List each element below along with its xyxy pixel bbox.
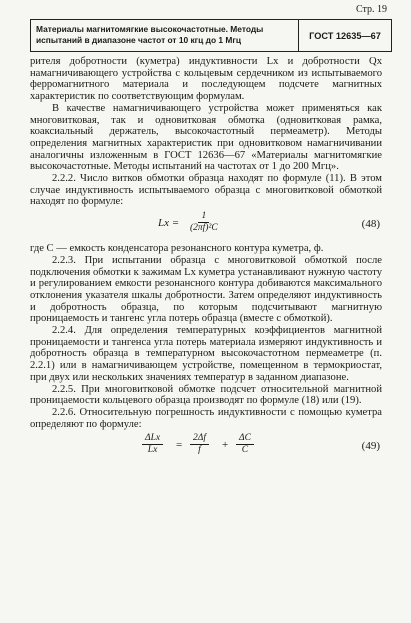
- formula-48-denominator: (2πf)²C: [190, 223, 218, 234]
- header-title-line2: испытаний в диапазоне частот от 10 кгц до 1 Мгц: [36, 35, 241, 45]
- formula-49-number: (49): [361, 440, 380, 453]
- paragraph: В качестве намагничивающего устройства может применяться как многовитковая, так и одновитковая обмотка (одновитковая рамка, коаксиальный держатель, высокочастотный пермеаметр). Методы определения магнитных характеристик при одновитковом намагничивании аналогичны изложенным в ГОСТ 12636—67 «Материалы магнитомягкие высокочастотные. Методы испытаний на частотах от 1 до 200 Мгц».: [30, 102, 382, 173]
- paragraph: 2.2.3. При испытании образца с многовитковой обмоткой после подключения обмотки к зажимам Lx куметра устанавливают нужную частоту и регулированием емкости резонансного контура добиваются максимального отклонения указателя шкалы добротности. Затем определяют индуктивность и добротность образца, по которым подсчитывают магнитную проницаемость и тангенс угла потерь образца (вместе с обмоткой).: [30, 254, 382, 325]
- formula-49-lhs-den: Lx: [147, 445, 158, 456]
- formula-49-plus: +: [222, 439, 229, 452]
- page-number: Стр. 19: [355, 4, 387, 15]
- formula-49-term1-den: f: [198, 445, 201, 456]
- header-title: [31, 20, 299, 51]
- paragraph: 2.2.6. Относительную погрешность индуктивности с помощью куметра определяют по формуле:: [30, 406, 382, 430]
- formula-49-term2-den: C: [241, 445, 249, 456]
- document-header: [30, 19, 392, 52]
- formula-49-term2: [236, 433, 254, 456]
- formula-48-number: (48): [361, 218, 380, 231]
- formula-49-equals: =: [176, 439, 183, 452]
- formula-49: [30, 432, 382, 462]
- header-title-line1: Материалы магнитомягкие высокочастотные. Методы: [36, 24, 264, 34]
- paragraph: 2.2.4. Для определения температурных коэффициентов магнитной проницаемости и тангенса угла потерь материала измеряют индуктивность и добротность образца в температурном высокочастотном пермеаметре (п. 2.2.1) или в намагничивающем устройстве, помещенном в термокриостат, при двух или нескольких значениях температур в заданном диапазоне.: [30, 325, 382, 383]
- formula-48-fraction: [190, 211, 218, 234]
- formula-49-lhs: [142, 433, 163, 456]
- formula-48-numerator: 1: [198, 211, 209, 223]
- document-body: [30, 56, 382, 465]
- paragraph: 2.2.5. При многовитковой обмотке подсчет относительной магнитной проницаемости кольцевого образца производят по формуле (18) или (19).: [30, 383, 382, 407]
- formula-49-lhs-num: ΔLx: [142, 433, 163, 445]
- paragraph: 2.2.2. Число витков обмотки образца находят по формуле (11). В этом случае индуктивность испытываемого образца с многовитковой обмоткой находят по формуле:: [30, 173, 382, 208]
- formula-49-term1-num: 2Δf: [190, 433, 209, 445]
- formula-49-term1: [190, 433, 209, 456]
- formula-49-term2-num: ΔC: [236, 433, 254, 445]
- paragraph: где C — емкость конденсатора резонансного контура куметра, ф.: [30, 243, 324, 255]
- standard-number: ГОСТ 12635—67: [309, 30, 381, 41]
- formula-48: [30, 210, 382, 240]
- formula-48-lhs: Lx =: [158, 217, 180, 230]
- paragraph: рителя добротности (куметра) индуктивности Lx и добротности Qx намагничивающего устройства с кольцевым сердечником из испытываемого ферромагнитного материала и последующем подсчете магнитных характеристик по соответствующим формулам.: [30, 56, 382, 103]
